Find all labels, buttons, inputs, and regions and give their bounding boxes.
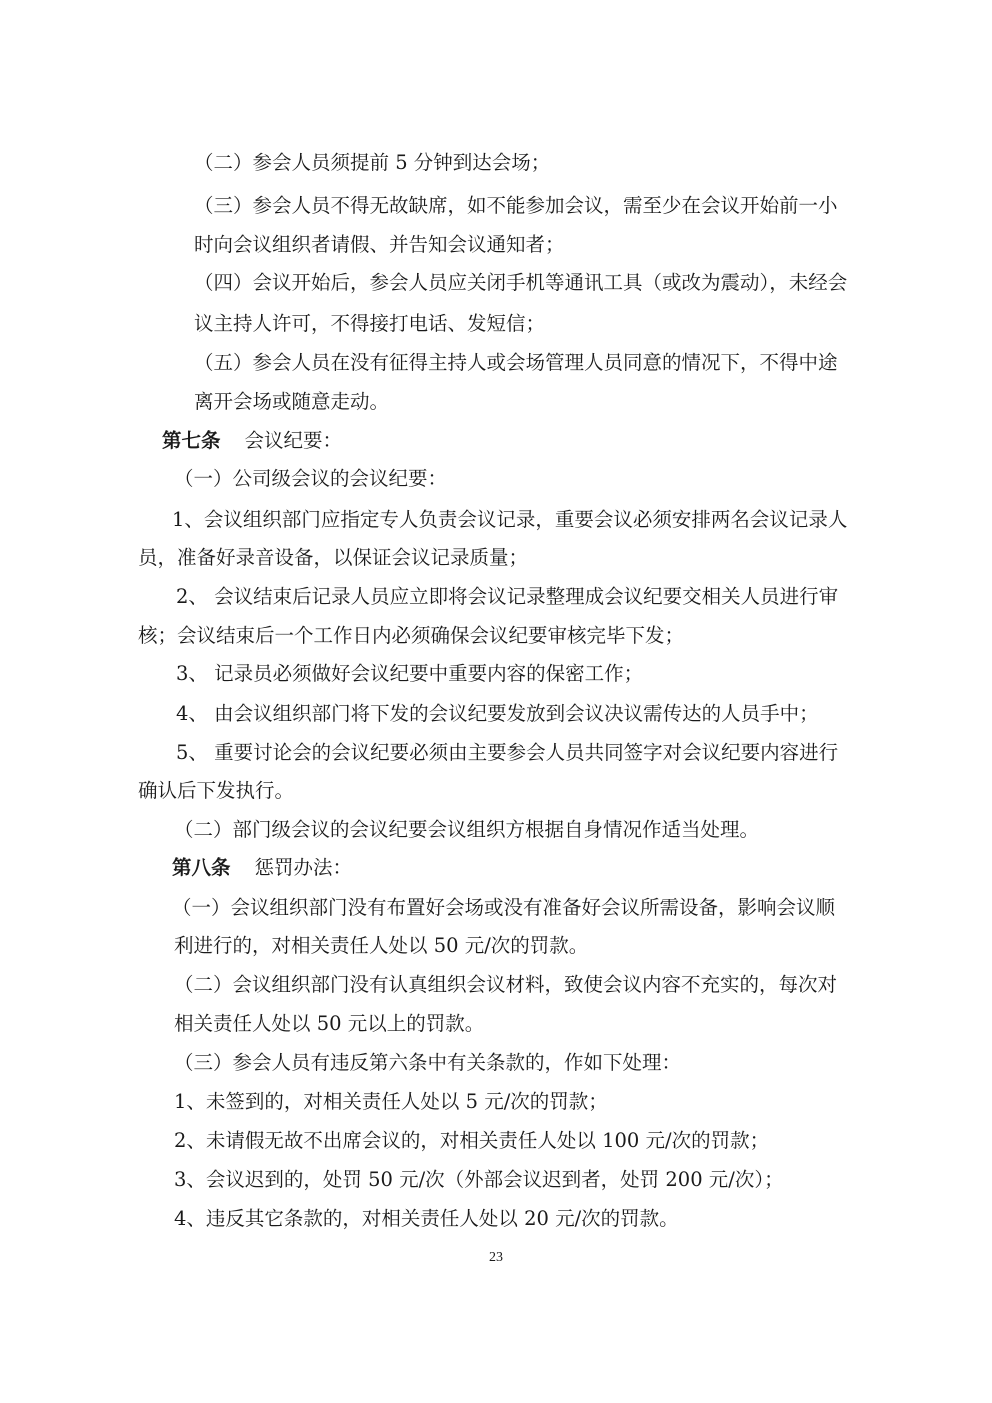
paragraph-line: 3、会议迟到的，处罚 50 元/次（外部会议迟到者，处罚 200 元/次）；	[174, 1168, 784, 1191]
article-8-label: 第八条	[172, 856, 231, 879]
paragraph-line: 1、未签到的，对相关责任人处以 5 元/次的罚款；	[174, 1090, 608, 1113]
paragraph-line: 5、 重要讨论会的会议纪要必须由主要参会人员共同签字对会议纪要内容进行	[176, 741, 839, 764]
paragraph-line: 议主持人许可，不得接打电话、发短信；	[194, 312, 546, 335]
paragraph-line: 3、 记录员必须做好会议纪要中重要内容的保密工作；	[176, 662, 644, 685]
paragraph-line: 4、 由会议组织部门将下发的会议纪要发放到会议决议需传达的人员手中；	[176, 702, 819, 725]
paragraph-line: （一）会议组织部门没有布置好会场或没有准备好会议所需设备，影响会议顺	[172, 896, 836, 919]
paragraph-line: 员，准备好录音设备，以保证会议记录质量；	[138, 546, 529, 569]
paragraph-line: （三）参会人员有违反第六条中有关条款的，作如下处理：	[174, 1051, 682, 1074]
paragraph-line: （三）参会人员不得无故缺席，如不能参加会议，需至少在会议开始前一小	[194, 194, 838, 217]
paragraph-line: （四）会议开始后，参会人员应关闭手机等通讯工具（或改为震动），未经会	[194, 271, 848, 294]
paragraph-line: （五）参会人员在没有征得主持人或会场管理人员同意的情况下，不得中途	[194, 351, 838, 374]
paragraph-line: 核；会议结束后一个工作日内必须确保会议纪要审核完毕下发；	[138, 624, 685, 647]
paragraph-line: 利进行的，对相关责任人处以 50 元/次的罚款。	[174, 934, 589, 957]
paragraph-line: 离开会场或随意走动。	[194, 390, 390, 413]
paragraph-line: 4、违反其它条款的，对相关责任人处以 20 元/次的罚款。	[174, 1207, 679, 1230]
paragraph-line: （二）部门级会议的会议纪要会议组织方根据自身情况作适当处理。	[174, 818, 760, 841]
article-8-heading	[172, 856, 352, 880]
article-7-label: 第七条	[162, 429, 221, 452]
article-7-title: 会议纪要：	[244, 429, 343, 452]
article-8-title: 惩罚办法：	[254, 856, 353, 879]
paragraph-line: 1、会议组织部门应指定专人负责会议记录，重要会议必须安排两名会议记录人	[172, 508, 848, 531]
paragraph-line: 2、未请假无故不出席会议的，对相关责任人处以 100 元/次的罚款；	[174, 1129, 770, 1152]
paragraph-line: （一）公司级会议的会议纪要：	[174, 467, 448, 490]
paragraph-line: 时向会议组织者请假、并告知会议通知者；	[194, 233, 565, 256]
page-number: 23	[489, 1250, 503, 1265]
paragraph-line: （二）会议组织部门没有认真组织会议材料，致使会议内容不充实的，每次对	[174, 973, 838, 996]
article-7-heading	[162, 429, 342, 453]
paragraph-line: 相关责任人处以 50 元以上的罚款。	[174, 1012, 485, 1035]
paragraph-line: 确认后下发执行。	[138, 779, 295, 802]
paragraph-line: 2、 会议结束后记录人员应立即将会议记录整理成会议纪要交相关人员进行审	[176, 585, 839, 608]
paragraph-line: （二）参会人员须提前 5 分钟到达会场；	[194, 151, 551, 174]
